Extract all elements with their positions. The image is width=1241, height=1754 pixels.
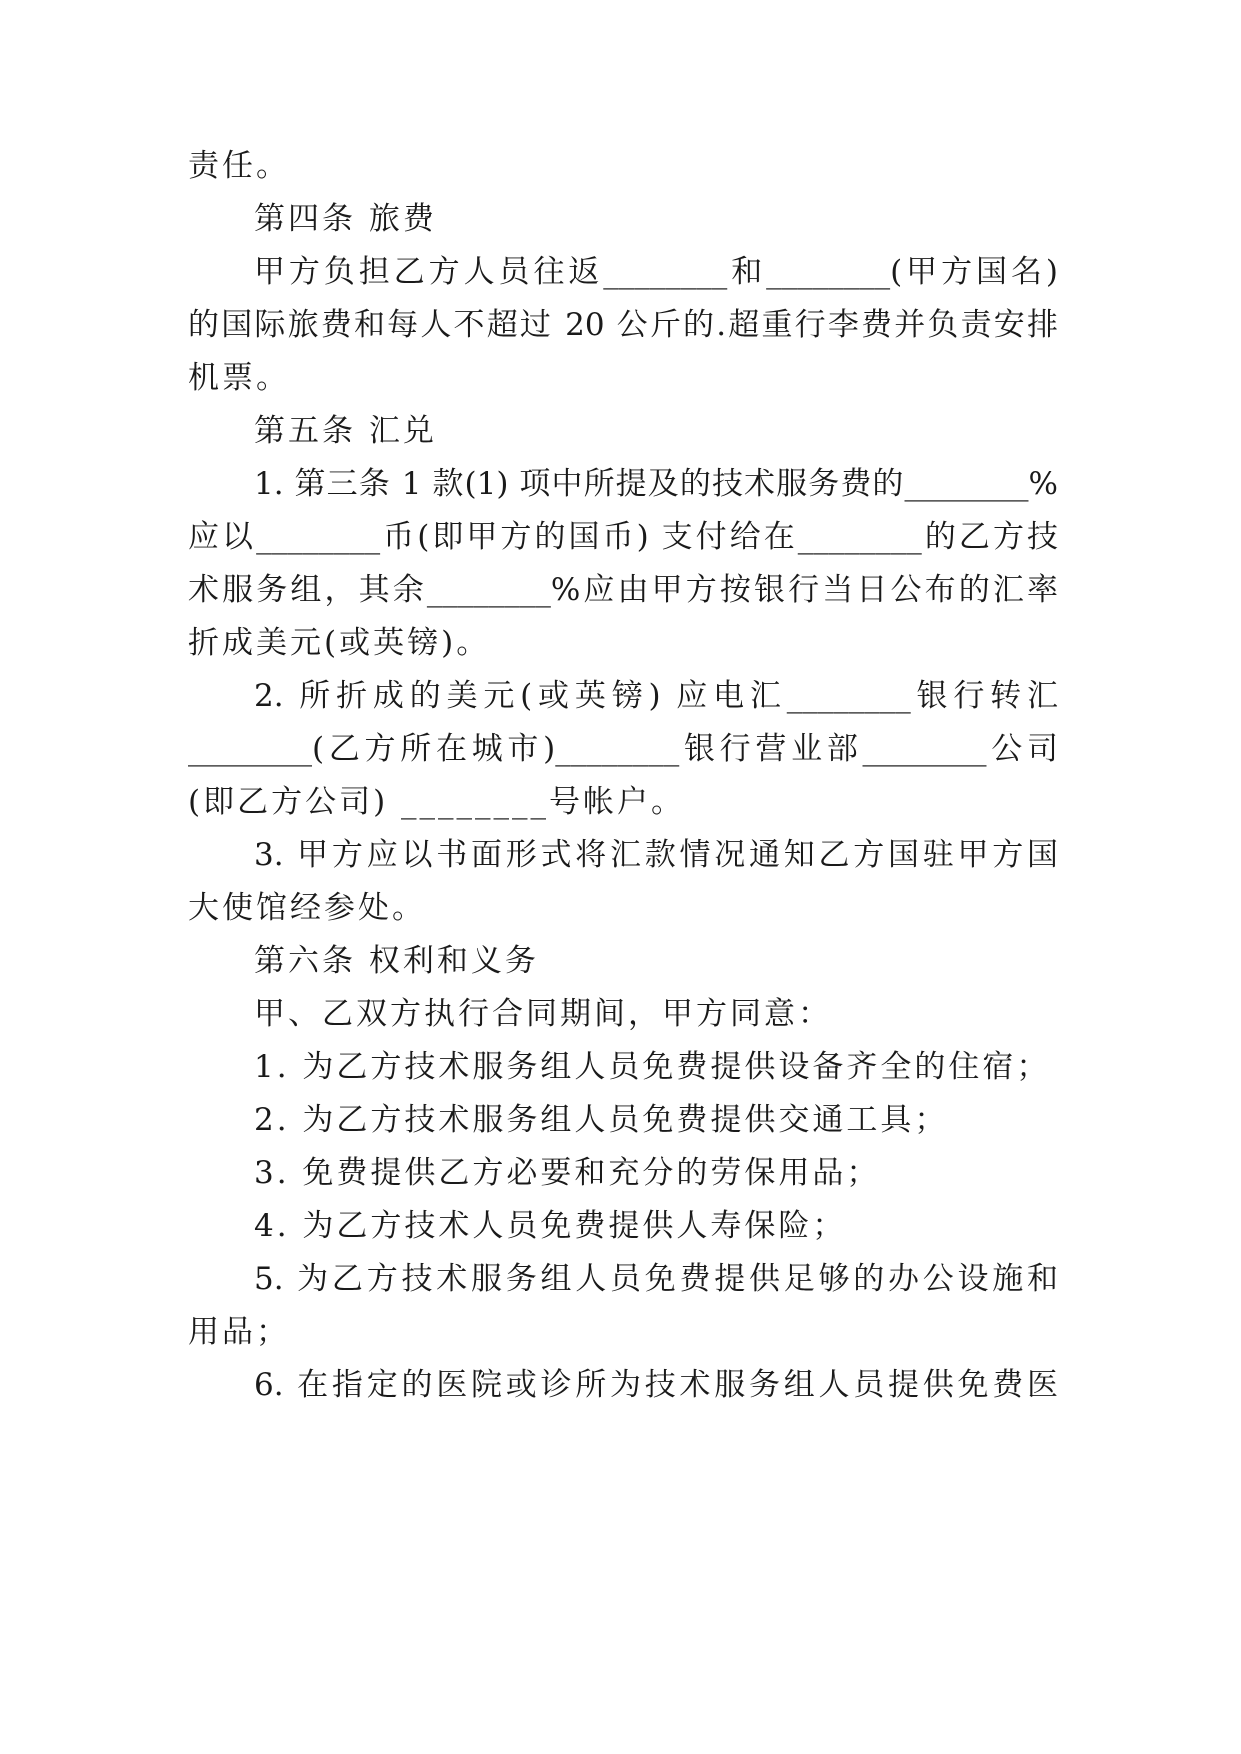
text-line: 的国际旅费和每人不超过 20 公斤的.超重行李费并负责安排 [188,307,1058,343]
text-line: 2. 所折成的美元(或英镑) 应电汇________银行转汇 [254,678,1058,714]
text-line: 折成美元(或英镑)。 [188,625,491,661]
text-line: ________(乙方所在城市)________银行营业部________公司 [188,731,1058,767]
text-line: 3. 甲方应以书面形式将汇款情况通知乙方国驻甲方国 [254,837,1058,873]
list-item: 4. 为乙方技术人员免费提供人寿保险； [254,1208,847,1244]
text-line: (即乙方公司) ________号帐户。 [188,784,686,820]
list-item: 6. 在指定的医院或诊所为技术服务组人员提供免费医 [254,1367,1058,1403]
article-heading: 第六条 权利和义务 [254,943,539,979]
article-heading: 第五条 汇兑 [254,413,437,449]
text-line: 用品； [188,1314,290,1350]
list-item: 1. 为乙方技术服务组人员免费提供设备齐全的住宿； [254,1049,1051,1085]
text-line: 1. 第三条 1 款(1) 项中所提及的技术服务费的________% [254,466,1058,502]
list-item: 3. 免费提供乙方必要和充分的劳保用品； [254,1155,881,1191]
article-heading: 第四条 旅费 [254,201,437,237]
text-line: 机票。 [188,360,290,396]
text-line: 应以________币(即甲方的国币) 支付给在________的乙方技 [188,519,1058,555]
list-item: 2. 为乙方技术服务组人员免费提供交通工具； [254,1102,949,1138]
text-line: 术服务组，其余________%应由甲方按银行当日公布的汇率 [188,572,1058,608]
text-line: 责任。 [188,148,290,184]
text-line: 大使馆经参处。 [188,890,426,926]
text-line: 甲方负担乙方人员往返________和________(甲方国名) [254,254,1058,290]
text-line: 甲、乙双方执行合同期间，甲方同意： [254,996,832,1032]
list-item: 5. 为乙方技术服务组人员免费提供足够的办公设施和 [254,1261,1058,1297]
